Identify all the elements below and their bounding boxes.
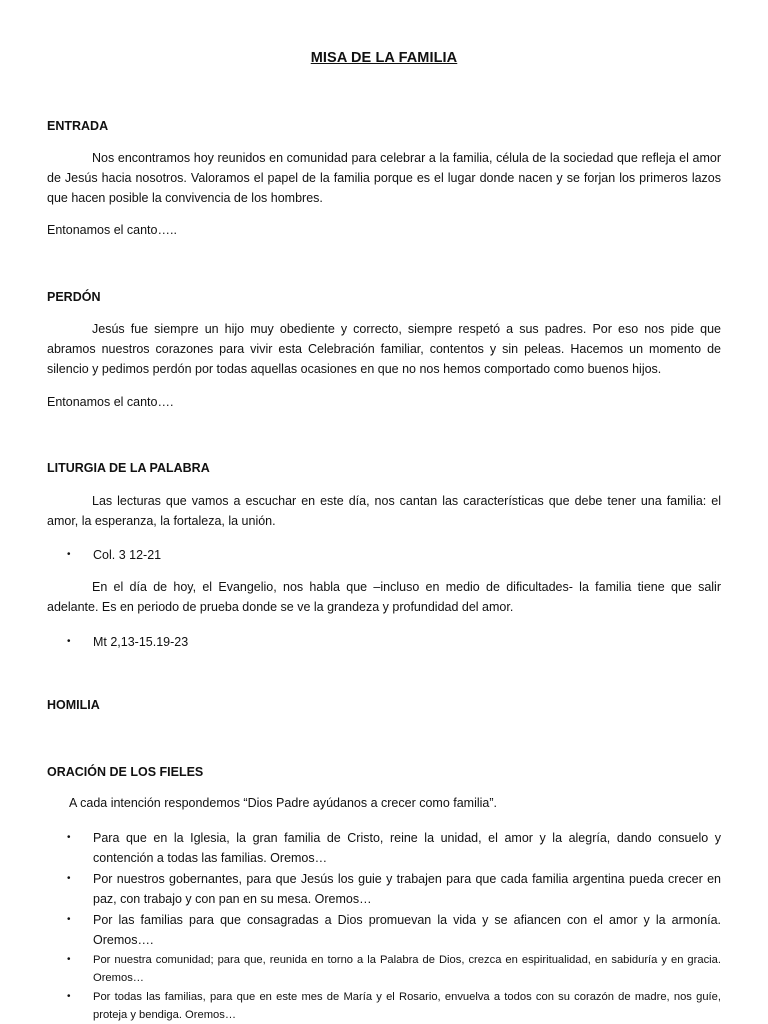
page-title: MISA DE LA FAMILIA (310, 50, 458, 66)
paragraph-entrada: Nos encontramos hoy reunidos en comunidad para celebrar a la familia, célula de la sociedad que refleja el amor de Jesús hacia nosotros. Valoramos el papel de la familia porque es el lugar donde nacen y se forjan los primeros lazos que hacen posible la convivencia de los hombres. (47, 151, 721, 205)
paragraph-liturgia-2: En el día de hoy, el Evangelio, nos habla que –incluso en medio de dificultades- la familia tiene que salir adelante. Es en periodo de prueba donde se ve la grandeza y profundidad del amor. (47, 580, 721, 614)
reading-1: Col. 3 12-21 (93, 548, 162, 562)
paragraph-perdon: Jesús fue siempre un hijo muy obediente y correcto, siempre respetó a sus padres. Por eso nos pide que abramos nuestros corazones para vivir esta Celebración familiar, contentos y sin peleas. Hacemos un momento de silencio y pedimos perdón por todas aquellas ocasiones en que no nos hemos comportado como buenos hijos. (47, 322, 721, 376)
bullet-icon: • (67, 873, 71, 884)
list-item-intention (67, 828, 721, 868)
list-item-reading-1 (67, 545, 721, 565)
reading-2: Mt 2,13-15.19-23 (93, 635, 189, 649)
heading-perdon: PERDÓN (47, 290, 101, 304)
heading-oracion: ORACIÓN DE LOS FIELES (47, 765, 204, 779)
list-item-intention (67, 910, 721, 950)
document-page (47, 0, 721, 1024)
canto-entrada: Entonamos el canto….. (47, 223, 177, 237)
bullet-icon: • (67, 954, 71, 965)
intention-text: Por nuestra comunidad; para que, reunida en torno a la Palabra de Dios, crezca en espiritualidad, en sabiduría y en gracia. Oremos… (93, 954, 721, 984)
list-item-reading-2 (67, 632, 721, 652)
oracion-intro: A cada intención respondemos “Dios Padre ayúdanos a crecer como familia”. (69, 796, 497, 810)
paragraph-liturgia-1: Las lecturas que vamos a escuchar en este día, nos cantan las características que debe tener una familia: el amor, la esperanza, la fortaleza, la unión. (47, 494, 721, 528)
intention-text: Por las familias para que consagradas a Dios promuevan la vida y se afiancen con el amor y la armonía. Oremos…. (93, 913, 721, 947)
bullet-icon: • (67, 549, 71, 560)
list-item-intention (67, 951, 721, 987)
intention-text: Para que en la Iglesia, la gran familia de Cristo, reine la unidad, el amor y la alegría, dando consuelo y contención a todas las familias. Oremos… (93, 831, 721, 865)
list-item-intention (67, 869, 721, 909)
heading-liturgia: LITURGIA DE LA PALABRA (47, 461, 210, 475)
bullet-icon: • (67, 991, 71, 1002)
bullet-icon: • (67, 914, 71, 925)
bullet-icon: • (67, 832, 71, 843)
intention-text: Por todas las familias, para que en este mes de María y el Rosario, envuelva a todos con su corazón de madre, nos guíe, proteja y bendiga. Oremos… (93, 991, 721, 1021)
canto-perdon: Entonamos el canto…. (47, 395, 174, 409)
intention-text: Por nuestros gobernantes, para que Jesús los guie y trabajen para que cada familia argentina pueda crecer en paz, con trabajo y con pan en su mesa. Oremos… (93, 872, 721, 906)
heading-homilia: HOMILIA (47, 698, 100, 712)
list-item-intention (67, 988, 721, 1024)
bullet-icon: • (67, 636, 71, 647)
heading-entrada: ENTRADA (47, 119, 109, 133)
